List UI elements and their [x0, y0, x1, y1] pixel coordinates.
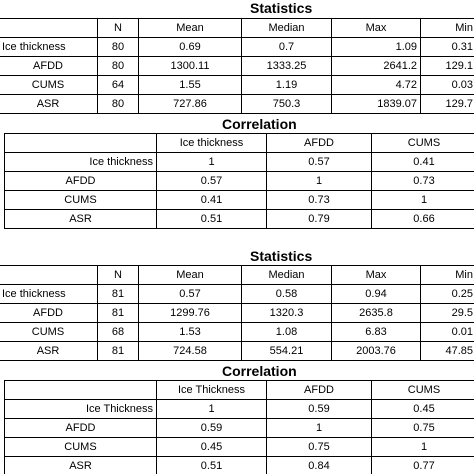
table-header-row [0, 19, 474, 38]
row-label: AFDD [5, 172, 157, 191]
table-cell: 0.66 [372, 210, 474, 229]
table-cell: 80 [98, 38, 139, 57]
table-cell: 0.45 [157, 438, 267, 457]
correlation-table-1 [4, 133, 474, 229]
table-cell: 0.73 [372, 172, 474, 191]
correlation-table-2 [4, 380, 474, 474]
row-label: CUMS [5, 191, 157, 210]
header-cell: AFDD [267, 134, 372, 153]
table-cell: 81 [98, 304, 139, 323]
table-cell: 1.53 [139, 323, 242, 342]
row-label: Ice thickness [5, 153, 157, 172]
row-label: ASR [0, 95, 98, 114]
header-cell: AFDD [267, 381, 372, 400]
table-cell: 1299.76 [139, 304, 242, 323]
table-cell: 4.72 [332, 76, 421, 95]
correlation-title-2: Correlation [222, 363, 297, 379]
table-row [5, 172, 474, 191]
table-row [5, 210, 474, 229]
table-cell: 129.7 [421, 95, 474, 114]
table-row [5, 153, 474, 172]
header-cell: N [98, 19, 139, 38]
table-cell: 80 [98, 57, 139, 76]
table-cell: 1 [157, 400, 267, 419]
table-cell: 1 [372, 191, 474, 210]
table-cell: 0.58 [242, 285, 332, 304]
table-cell: 0.41 [157, 191, 267, 210]
table-cell: 0.75 [372, 419, 474, 438]
table-cell: 1 [267, 419, 372, 438]
table-cell: 554.21 [242, 342, 332, 361]
table-cell: 81 [98, 285, 139, 304]
table-cell: 129.1 [421, 57, 474, 76]
table-row [5, 400, 474, 419]
table-row [5, 438, 474, 457]
header-cell [0, 266, 98, 285]
table-cell: 1 [372, 438, 474, 457]
statistics-title-2: Statistics [250, 248, 313, 264]
header-cell: Ice thickness [157, 134, 267, 153]
table-cell: 0.7 [242, 38, 332, 57]
table-cell: 1 [157, 153, 267, 172]
row-label: ASR [0, 342, 98, 361]
table-row [0, 76, 474, 95]
table-cell: 0.75 [267, 438, 372, 457]
table-cell: 0.01 [421, 323, 474, 342]
table-cell: 0.03 [421, 76, 474, 95]
table-cell: 0.41 [372, 153, 474, 172]
table-cell: 47.85 [421, 342, 474, 361]
table-row [0, 57, 474, 76]
table-cell: 6.83 [332, 323, 421, 342]
table-cell: 1.09 [332, 38, 421, 57]
row-label: AFDD [0, 57, 98, 76]
table-cell: 0.57 [139, 285, 242, 304]
table-cell: 0.94 [332, 285, 421, 304]
header-cell: CUMS [372, 381, 474, 400]
table-cell: 2003.76 [332, 342, 421, 361]
table-row [0, 342, 474, 361]
table-cell: 1333.25 [242, 57, 332, 76]
row-label: CUMS [0, 76, 98, 95]
header-cell: Median [242, 19, 332, 38]
table-cell: 0.59 [157, 419, 267, 438]
header-cell: Mean [139, 19, 242, 38]
table-cell: 80 [98, 95, 139, 114]
table-row [0, 323, 474, 342]
table-cell: 29.5 [421, 304, 474, 323]
table-cell: 2641.2 [332, 57, 421, 76]
statistics-title-1: Statistics [250, 0, 313, 16]
table-cell: 0.45 [372, 400, 474, 419]
table-cell: 64 [98, 76, 139, 95]
header-cell [5, 134, 157, 153]
table-header-row [0, 266, 474, 285]
row-label: AFDD [5, 419, 157, 438]
table-row [0, 285, 474, 304]
table-cell: 0.79 [267, 210, 372, 229]
table-cell: 1.08 [242, 323, 332, 342]
row-label: ASR [5, 457, 157, 474]
table-cell: 1 [267, 172, 372, 191]
table-cell: 0.51 [157, 210, 267, 229]
table-row [5, 191, 474, 210]
header-cell: Ice Thickness [157, 381, 267, 400]
table-row [0, 95, 474, 114]
table-cell: 1.55 [139, 76, 242, 95]
row-label: ASR [5, 210, 157, 229]
table-cell: 0.57 [267, 153, 372, 172]
table-cell: 68 [98, 323, 139, 342]
table-cell: 0.77 [372, 457, 474, 474]
correlation-title-1: Correlation [222, 116, 297, 132]
row-label: Ice thickness [0, 38, 98, 57]
table-cell: 0.31 [421, 38, 474, 57]
table-cell: 81 [98, 342, 139, 361]
header-cell: Median [242, 266, 332, 285]
table-cell: 0.59 [267, 400, 372, 419]
row-label: AFDD [0, 304, 98, 323]
header-cell: Min [421, 19, 474, 38]
table-header-row [5, 381, 474, 400]
table-cell: 2635.8 [332, 304, 421, 323]
table-row [5, 457, 474, 474]
table-cell: 727.86 [139, 95, 242, 114]
table-cell: 1.19 [242, 76, 332, 95]
header-cell: Mean [139, 266, 242, 285]
table-cell: 0.73 [267, 191, 372, 210]
statistics-table-1 [0, 18, 474, 114]
header-cell: N [98, 266, 139, 285]
table-header-row [5, 134, 474, 153]
header-cell [5, 381, 157, 400]
table-cell: 1320.3 [242, 304, 332, 323]
table-cell: 1839.07 [332, 95, 421, 114]
table-cell: 0.84 [267, 457, 372, 474]
table-cell: 750.3 [242, 95, 332, 114]
header-cell: Max [332, 19, 421, 38]
row-label: Ice Thickness [5, 400, 157, 419]
table-cell: 0.51 [157, 457, 267, 474]
header-cell: Min [421, 266, 474, 285]
header-cell: CUMS [372, 134, 474, 153]
table-row [0, 38, 474, 57]
row-label: Ice thickness [0, 285, 98, 304]
table-cell: 1300.11 [139, 57, 242, 76]
table-cell: 0.69 [139, 38, 242, 57]
table-cell: 0.25 [421, 285, 474, 304]
header-cell [0, 19, 98, 38]
table-cell: 724.58 [139, 342, 242, 361]
row-label: CUMS [5, 438, 157, 457]
table-row [5, 419, 474, 438]
statistics-table-2 [0, 265, 474, 361]
row-label: CUMS [0, 323, 98, 342]
table-cell: 0.57 [157, 172, 267, 191]
header-cell: Max [332, 266, 421, 285]
table-row [0, 304, 474, 323]
